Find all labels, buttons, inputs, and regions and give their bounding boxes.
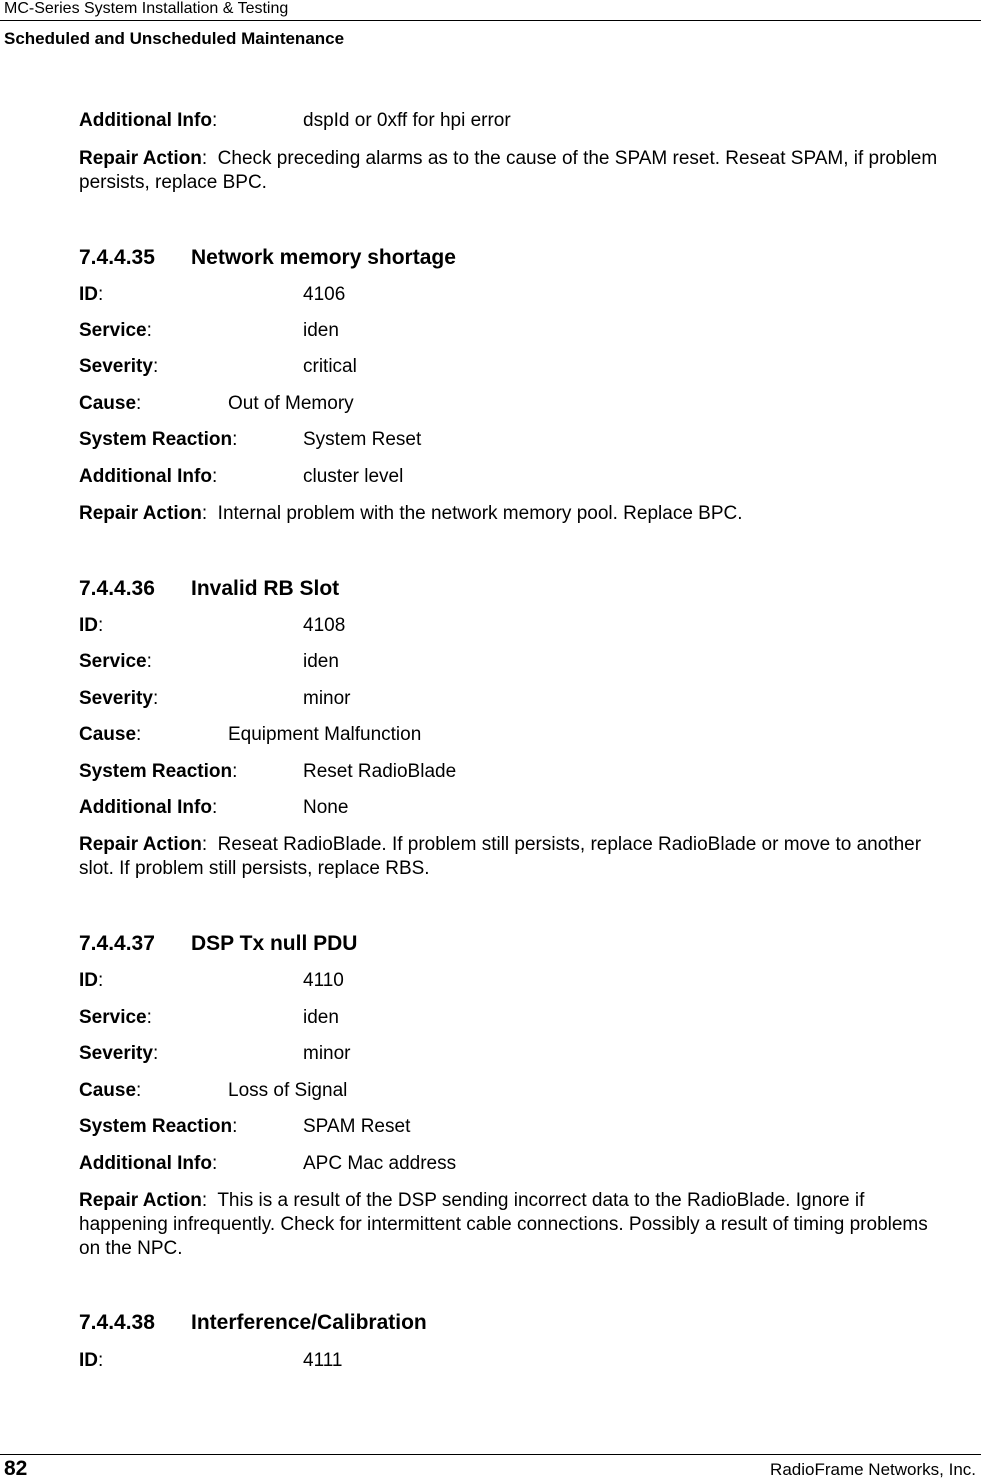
system-reaction-value: SPAM Reset [303,1116,411,1137]
footer-rule [0,1454,981,1455]
repair-action-value: This is a result of the DSP sending incorrect data to the RadioBlade. Ignore if happening infrequently. Check for intermittent cable connections. Possibly a result of timing problems on the NPC. [79,1190,928,1259]
section-heading-7-4-4-37 [79,932,358,956]
additional-info-label: Additional Info [79,110,212,131]
repair-action: Repair Action: This is a result of the DSP sending incorrect data to the RadioBlade. Ignore if happening infrequently. Check for intermittent cable connections. Possibly a result of timing problems on the NPC. [79,1190,928,1259]
system-reaction-row: System Reaction: System Reset [79,429,422,450]
header-rule [0,20,981,21]
cause-value: Loss of Signal [228,1080,348,1101]
system-reaction-row: System Reaction: Reset RadioBlade [79,761,457,782]
severity-value: critical [303,356,357,377]
additional-info-row: Additional Info: cluster level [79,466,404,487]
additional-info-value: dspId or 0xff for hpi error [303,110,511,131]
severity-value: minor [303,688,351,709]
id-value: 4106 [303,284,346,305]
additional-info-value: cluster level [303,466,404,487]
intro-additional-info-row: Additional Info: dspId or 0xff for hpi error [79,110,511,131]
id-row: ID: 4108 [79,615,346,636]
cause-value: Equipment Malfunction [228,724,422,745]
id-row: ID: 4106 [79,284,346,305]
section-number: 7.4.4.37 [79,932,155,955]
page-number: 82 [4,1457,28,1480]
running-header-title: MC-Series System Installation & Testing [4,0,289,17]
section-title: DSP Tx null PDU [191,932,358,955]
section-heading-7-4-4-38 [79,1311,427,1335]
section-title: Invalid RB Slot [191,577,340,600]
repair-action-label: Repair Action [79,148,202,169]
cause-row: Cause: Loss of Signal [79,1080,348,1101]
additional-info-row: Additional Info: None [79,797,349,818]
service-row: Service: iden [79,320,339,341]
section-title: Interference/Calibration [191,1311,427,1334]
repair-action-value: Check preceding alarms as to the cause of the SPAM reset. Reseat SPAM, if problem persists, replace BPC. [79,148,938,193]
running-header-subtitle: Scheduled and Unscheduled Maintenance [4,29,345,48]
repair-action-value: Internal problem with the network memory pool. Replace BPC. [217,503,743,524]
severity-row: Severity: minor [79,1043,351,1064]
cause-row: Cause: Out of Memory [79,393,354,414]
service-value: iden [303,651,339,672]
severity-row: Severity: critical [79,356,357,377]
additional-info-row: Additional Info: APC Mac address [79,1153,457,1174]
id-row: ID: 4111 [79,1350,343,1371]
footer-company: RadioFrame Networks, Inc. [770,1460,976,1479]
additional-info-value: None [303,797,349,818]
system-reaction-row: System Reaction: SPAM Reset [79,1116,411,1137]
cause-value: Out of Memory [228,393,354,414]
section-number: 7.4.4.36 [79,577,155,600]
system-reaction-value: Reset RadioBlade [303,761,457,782]
repair-action: Repair Action: Reseat RadioBlade. If problem still persists, replace RadioBlade or move to another slot. If problem still persists, replace RBS. [79,834,922,879]
repair-action: Repair Action: Internal problem with the network memory pool. Replace BPC. [79,503,743,524]
severity-value: minor [303,1043,351,1064]
additional-info-value: APC Mac address [303,1153,457,1174]
section-number: 7.4.4.35 [79,246,155,269]
section-number: 7.4.4.38 [79,1311,155,1334]
service-row: Service: iden [79,651,339,672]
intro-repair-action: Repair Action: Check preceding alarms as to the cause of the SPAM reset. Reseat SPAM, if problem persists, replace BPC. [79,148,938,193]
section-title: Network memory shortage [191,246,456,269]
id-row: ID: 4110 [79,970,344,991]
cause-row: Cause: Equipment Malfunction [79,724,422,745]
service-value: iden [303,1007,339,1028]
repair-action-value: Reseat RadioBlade. If problem still persists, replace RadioBlade or move to another slot. If problem still persists, replace RBS. [79,834,922,879]
service-value: iden [303,320,339,341]
system-reaction-value: System Reset [303,429,422,450]
section-heading-7-4-4-36 [79,577,340,601]
section-heading-7-4-4-35 [79,246,456,270]
id-value: 4110 [303,970,344,991]
severity-row: Severity: minor [79,688,351,709]
service-row: Service: iden [79,1007,339,1028]
id-value: 4108 [303,615,346,636]
id-value: 4111 [303,1350,343,1371]
